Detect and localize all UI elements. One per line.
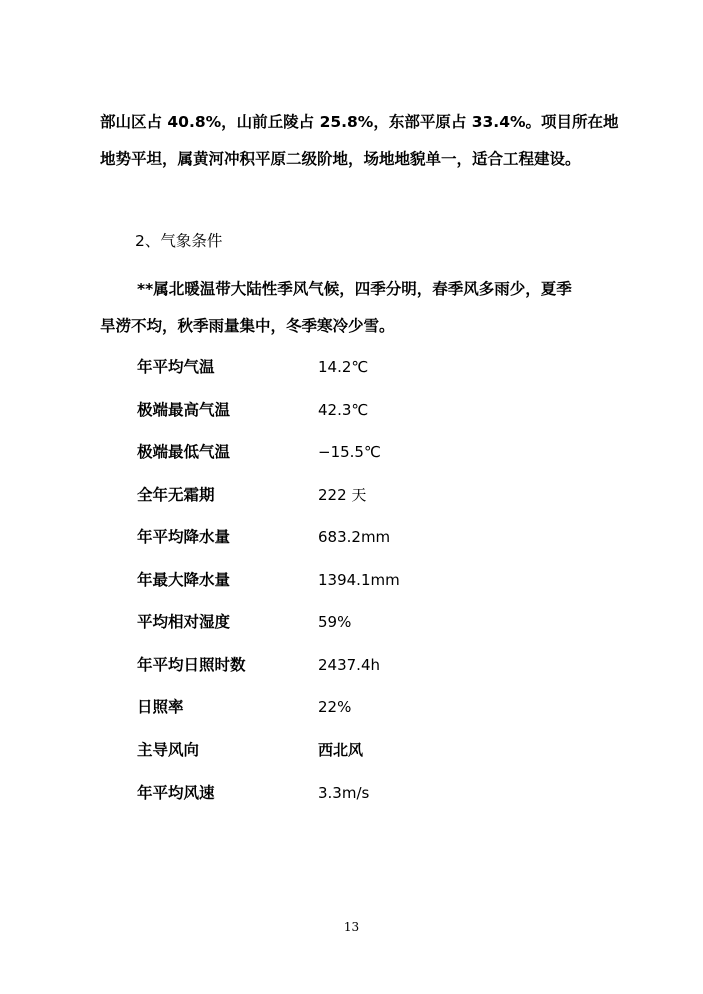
climate-row-wind-direction [0, 739, 703, 761]
climate-label: 年平均风速 [137, 784, 215, 802]
climate-row-frost-free [0, 484, 703, 506]
climate-label: 年平均气温 [137, 358, 215, 376]
climate-value: 683.2mm [318, 528, 391, 546]
climate-value: 西北风 [318, 741, 364, 759]
climate-value: 1394.1mm [318, 571, 400, 589]
climate-label: 年最大降水量 [137, 571, 231, 589]
climate-value: 2437.4h [318, 656, 380, 674]
climate-row-max-precip [0, 569, 703, 591]
intro-paragraph-line-2: 地势平坦，属黄河冲积平原二级阶地，场地地貌单一，适合工程建设。 [100, 150, 581, 168]
climate-row-avg-temp [0, 356, 703, 378]
climate-label: 全年无霜期 [137, 486, 215, 504]
climate-row-sunshine-rate [0, 696, 703, 718]
page-number: 13 [343, 920, 360, 934]
climate-row-humidity [0, 611, 703, 633]
climate-label: 平均相对湿度 [137, 613, 231, 631]
section-paragraph-line-2: 旱涝不均，秋季雨量集中，冬季寒冷少雪。 [100, 317, 395, 335]
climate-value: 222 天 [318, 486, 367, 504]
section-paragraph-line-1: **属北暖温带大陆性季风气候，四季分明，春季风多雨少，夏季 [137, 280, 572, 298]
climate-label: 极端最低气温 [137, 443, 231, 461]
climate-row-min-temp [0, 441, 703, 463]
climate-row-max-temp [0, 399, 703, 421]
climate-value: 59% [318, 613, 352, 631]
climate-label: 极端最高气温 [137, 401, 231, 419]
climate-row-sunshine-hours [0, 654, 703, 676]
climate-label: 年平均日照时数 [137, 656, 246, 674]
climate-row-wind-speed [0, 782, 703, 804]
climate-value: −15.5℃ [318, 443, 381, 461]
intro-paragraph-line-1: 部山区占 40.8%，山前丘陵占 25.8%，东部平原占 33.4%。项目所在地 [100, 113, 619, 131]
climate-value: 22% [318, 698, 352, 716]
climate-value: 42.3℃ [318, 401, 369, 419]
section-heading: 2、气象条件 [135, 232, 223, 250]
climate-row-avg-precip [0, 526, 703, 548]
climate-value: 14.2℃ [318, 358, 369, 376]
climate-label: 主导风向 [137, 741, 200, 759]
climate-label: 年平均降水量 [137, 528, 231, 546]
climate-value: 3.3m/s [318, 784, 370, 802]
climate-label: 日照率 [137, 698, 184, 716]
